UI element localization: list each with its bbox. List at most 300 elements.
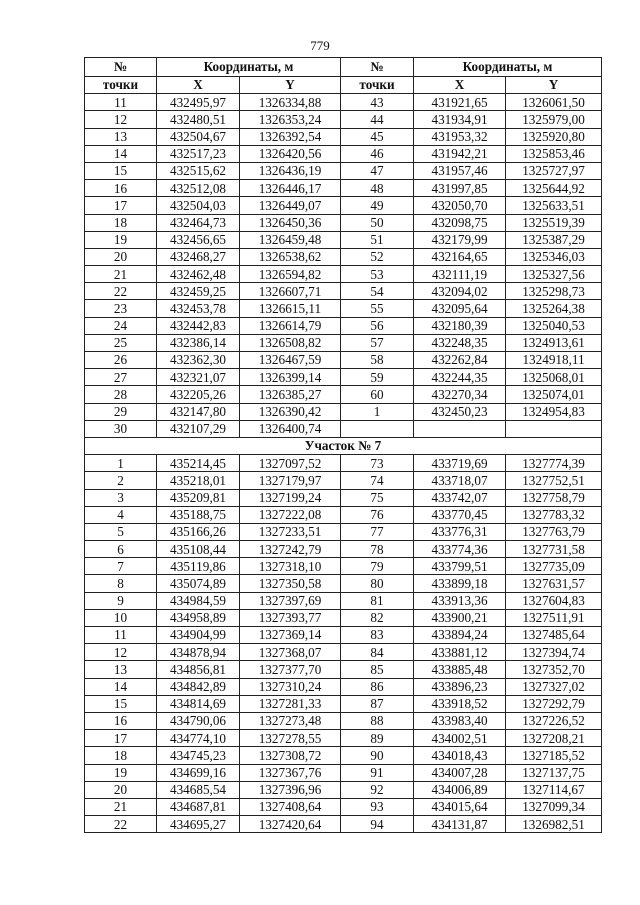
point-number-cell: 21: [85, 266, 157, 283]
point-number-cell: 11: [85, 94, 157, 111]
y-coordinate-cell: 1327350,58: [240, 575, 341, 592]
y-coordinate-cell: 1327242,79: [240, 541, 341, 558]
table-row: [85, 180, 602, 197]
y-coordinate-cell: 1324954,83: [506, 403, 602, 420]
y-coordinate-cell: 1327179,97: [240, 472, 341, 489]
point-number-cell: 57: [341, 334, 414, 351]
x-coordinate-cell: 434687,81: [157, 798, 240, 815]
x-coordinate-cell: 434958,89: [157, 609, 240, 626]
x-coordinate-cell: 434904,99: [157, 627, 240, 644]
y-coordinate-cell: 1325346,03: [506, 248, 602, 265]
y-coordinate-cell: 1325387,29: [506, 231, 602, 248]
y-coordinate-cell: 1326392,54: [240, 128, 341, 145]
table-row: [85, 747, 602, 764]
y-coordinate-cell: 1325068,01: [506, 369, 602, 386]
point-number-header-left: №: [85, 58, 157, 77]
y-coordinate-cell: 1327783,32: [506, 506, 602, 523]
point-number-cell: 78: [341, 541, 414, 558]
y-coordinate-cell: 1327735,09: [506, 558, 602, 575]
point-number-cell: 1: [341, 403, 414, 420]
point-number-cell: 14: [85, 145, 157, 162]
y-coordinate-cell: 1327185,52: [506, 747, 602, 764]
x-coordinate-cell: 432453,78: [157, 300, 240, 317]
x-coordinate-cell: 432321,07: [157, 369, 240, 386]
y-coordinate-cell: 1326446,17: [240, 180, 341, 197]
y-coordinate-cell: 1327308,72: [240, 747, 341, 764]
point-number-cell: 55: [341, 300, 414, 317]
page-number: 779: [310, 38, 330, 53]
point-number-cell: 74: [341, 472, 414, 489]
y-coordinate-cell: 1325264,38: [506, 300, 602, 317]
point-number-cell: 30: [85, 420, 157, 437]
x-coordinate-cell: 431953,32: [414, 128, 506, 145]
point-number-cell: 59: [341, 369, 414, 386]
point-number-cell: 85: [341, 661, 414, 678]
x-header-left: X: [157, 77, 240, 94]
x-coordinate-cell: 434685,54: [157, 781, 240, 798]
point-number-cell: 17: [85, 197, 157, 214]
y-coordinate-cell: [506, 420, 602, 437]
table-row: [85, 352, 602, 369]
x-coordinate-cell: 432464,73: [157, 214, 240, 231]
y-coordinate-cell: 1326436,19: [240, 162, 341, 179]
x-coordinate-cell: 432111,19: [414, 266, 506, 283]
x-coordinate-cell: 432450,23: [414, 403, 506, 420]
point-number-cell: 10: [85, 609, 157, 626]
point-number-cell: 22: [85, 283, 157, 300]
point-number-cell: 47: [341, 162, 414, 179]
y-coordinate-cell: 1327369,14: [240, 627, 341, 644]
y-coordinate-cell: 1327097,52: [240, 455, 341, 472]
x-coordinate-cell: 432244,35: [414, 369, 506, 386]
y-coordinate-cell: 1327292,79: [506, 695, 602, 712]
x-coordinate-cell: 432468,27: [157, 248, 240, 265]
table-header-row: [85, 58, 602, 77]
point-number-cell: 60: [341, 386, 414, 403]
point-number-cell: 2: [85, 472, 157, 489]
point-number-cell: 54: [341, 283, 414, 300]
x-coordinate-cell: 432459,25: [157, 283, 240, 300]
y-header-left: Y: [240, 77, 341, 94]
y-coordinate-cell: 1327393,77: [240, 609, 341, 626]
x-coordinate-cell: 433885,48: [414, 661, 506, 678]
table-row: [85, 334, 602, 351]
table-row: [85, 609, 602, 626]
table-row: [85, 661, 602, 678]
x-coordinate-cell: 432504,67: [157, 128, 240, 145]
x-coordinate-cell: 433899,18: [414, 575, 506, 592]
table-row: [85, 592, 602, 609]
x-coordinate-cell: 432362,30: [157, 352, 240, 369]
y-coordinate-cell: 1327377,70: [240, 661, 341, 678]
y-coordinate-cell: 1327485,64: [506, 627, 602, 644]
x-coordinate-cell: 432442,83: [157, 317, 240, 334]
table-row: [85, 764, 602, 781]
y-coordinate-cell: 1326467,59: [240, 352, 341, 369]
coordinates-header-left: Координаты, м: [157, 58, 341, 77]
x-coordinate-cell: 432107,29: [157, 420, 240, 437]
table-row: [85, 128, 602, 145]
y-coordinate-cell: 1326061,50: [506, 94, 602, 111]
y-coordinate-cell: 1327137,75: [506, 764, 602, 781]
point-number-cell: 27: [85, 369, 157, 386]
point-number-cell: 90: [341, 747, 414, 764]
point-number-cell: 49: [341, 197, 414, 214]
x-coordinate-cell: 434814,69: [157, 695, 240, 712]
y-coordinate-cell: 1324918,11: [506, 352, 602, 369]
point-number-cell: 89: [341, 730, 414, 747]
point-number-cell: 12: [85, 111, 157, 128]
y-coordinate-cell: 1327310,24: [240, 678, 341, 695]
x-coordinate-cell: 432386,14: [157, 334, 240, 351]
y-coordinate-cell: 1327208,21: [506, 730, 602, 747]
y-coordinate-cell: 1327114,67: [506, 781, 602, 798]
x-coordinate-cell: 434774,10: [157, 730, 240, 747]
point-number-cell: 91: [341, 764, 414, 781]
table-row: [85, 403, 602, 420]
point-number-cell: 56: [341, 317, 414, 334]
x-coordinate-cell: 435214,45: [157, 455, 240, 472]
point-number-cell: 53: [341, 266, 414, 283]
table-row: [85, 231, 602, 248]
table-row: [85, 248, 602, 265]
x-coordinate-cell: 434790,06: [157, 712, 240, 729]
section-2-rows: [85, 455, 602, 833]
y-coordinate-cell: 1324913,61: [506, 334, 602, 351]
y-coordinate-cell: 1327199,24: [240, 489, 341, 506]
point-number-cell: 15: [85, 695, 157, 712]
y-coordinate-cell: 1327367,76: [240, 764, 341, 781]
point-number-cell: 15: [85, 162, 157, 179]
point-number-cell: 25: [85, 334, 157, 351]
x-coordinate-cell: 434699,16: [157, 764, 240, 781]
x-coordinate-cell: 433918,52: [414, 695, 506, 712]
y-coordinate-cell: 1327368,07: [240, 644, 341, 661]
x-coordinate-cell: 434002,51: [414, 730, 506, 747]
x-coordinate-cell: 432462,48: [157, 266, 240, 283]
point-number-cell: 44: [341, 111, 414, 128]
table-row: [85, 781, 602, 798]
section-title: Участок № 7: [85, 437, 602, 454]
point-number-cell: 24: [85, 317, 157, 334]
y-coordinate-cell: 1325853,46: [506, 145, 602, 162]
y-coordinate-cell: 1325633,51: [506, 197, 602, 214]
x-coordinate-cell: 433799,51: [414, 558, 506, 575]
point-number-cell: 43: [341, 94, 414, 111]
point-number-cell: 19: [85, 231, 157, 248]
x-coordinate-cell: 433913,36: [414, 592, 506, 609]
point-number-cell: 9: [85, 592, 157, 609]
x-coordinate-cell: 434695,27: [157, 816, 240, 833]
point-label-right: точки: [341, 77, 414, 94]
x-coordinate-cell: 432147,80: [157, 403, 240, 420]
table-row: [85, 214, 602, 231]
y-coordinate-cell: 1326449,07: [240, 197, 341, 214]
x-coordinate-cell: 434745,23: [157, 747, 240, 764]
x-coordinate-cell: 432094,02: [414, 283, 506, 300]
y-coordinate-cell: 1325519,39: [506, 214, 602, 231]
x-coordinate-cell: 435119,86: [157, 558, 240, 575]
y-coordinate-cell: 1327396,96: [240, 781, 341, 798]
x-coordinate-cell: 434006,89: [414, 781, 506, 798]
y-coordinate-cell: 1327397,69: [240, 592, 341, 609]
point-number-cell: 22: [85, 816, 157, 833]
point-number-cell: 17: [85, 730, 157, 747]
point-number-cell: 58: [341, 352, 414, 369]
table-row: [85, 644, 602, 661]
table-row: [85, 300, 602, 317]
y-coordinate-cell: 1327774,39: [506, 455, 602, 472]
y-coordinate-cell: 1325298,73: [506, 283, 602, 300]
x-coordinate-cell: 432050,70: [414, 197, 506, 214]
x-coordinate-cell: 431934,91: [414, 111, 506, 128]
point-number-cell: 84: [341, 644, 414, 661]
x-coordinate-cell: 432205,26: [157, 386, 240, 403]
y-coordinate-cell: 1325327,56: [506, 266, 602, 283]
y-coordinate-cell: 1327420,64: [240, 816, 341, 833]
y-coordinate-cell: 1327763,79: [506, 523, 602, 540]
y-coordinate-cell: 1326334,88: [240, 94, 341, 111]
point-number-cell: 82: [341, 609, 414, 626]
x-coordinate-cell: 431942,21: [414, 145, 506, 162]
x-coordinate-cell: 433718,07: [414, 472, 506, 489]
point-number-cell: 3: [85, 489, 157, 506]
point-number-cell: 48: [341, 180, 414, 197]
table-row: [85, 145, 602, 162]
point-number-cell: 29: [85, 403, 157, 420]
point-number-cell: 75: [341, 489, 414, 506]
x-coordinate-cell: 432179,99: [414, 231, 506, 248]
point-number-cell: 21: [85, 798, 157, 815]
table-row: [85, 506, 602, 523]
y-coordinate-cell: 1327758,79: [506, 489, 602, 506]
point-number-cell: 86: [341, 678, 414, 695]
x-coordinate-cell: 434131,87: [414, 816, 506, 833]
x-coordinate-cell: 432456,65: [157, 231, 240, 248]
y-coordinate-cell: 1326399,14: [240, 369, 341, 386]
table-row: [85, 816, 602, 833]
point-number-cell: 88: [341, 712, 414, 729]
y-coordinate-cell: 1327327,02: [506, 678, 602, 695]
table-row: [85, 472, 602, 489]
y-coordinate-cell: 1326508,82: [240, 334, 341, 351]
table-row: [85, 712, 602, 729]
table-row: [85, 317, 602, 334]
point-number-cell: 87: [341, 695, 414, 712]
x-coordinate-cell: 434984,59: [157, 592, 240, 609]
table-row: [85, 730, 602, 747]
x-coordinate-cell: 432180,39: [414, 317, 506, 334]
x-coordinate-cell: 434018,43: [414, 747, 506, 764]
point-number-cell: 19: [85, 764, 157, 781]
x-coordinate-cell: 435074,89: [157, 575, 240, 592]
x-coordinate-cell: [414, 420, 506, 437]
x-coordinate-cell: 432262,84: [414, 352, 506, 369]
point-number-cell: 50: [341, 214, 414, 231]
y-coordinate-cell: 1327099,34: [506, 798, 602, 815]
x-header-right: X: [414, 77, 506, 94]
point-number-cell: 14: [85, 678, 157, 695]
table-row: [85, 627, 602, 644]
x-coordinate-cell: 432164,65: [414, 248, 506, 265]
table-row: [85, 420, 602, 437]
x-coordinate-cell: 433776,31: [414, 523, 506, 540]
y-coordinate-cell: 1327394,74: [506, 644, 602, 661]
point-label-left: точки: [85, 77, 157, 94]
x-coordinate-cell: 435108,44: [157, 541, 240, 558]
point-number-cell: 79: [341, 558, 414, 575]
point-number-cell: 52: [341, 248, 414, 265]
point-number-cell: 51: [341, 231, 414, 248]
table-subheader-row: [85, 77, 602, 94]
y-coordinate-cell: 1327318,10: [240, 558, 341, 575]
point-number-cell: 28: [85, 386, 157, 403]
point-number-cell: 46: [341, 145, 414, 162]
y-coordinate-cell: 1327731,58: [506, 541, 602, 558]
point-number-cell: [341, 420, 414, 437]
x-coordinate-cell: 433770,45: [414, 506, 506, 523]
x-coordinate-cell: 434878,94: [157, 644, 240, 661]
point-number-cell: 11: [85, 627, 157, 644]
point-number-cell: 20: [85, 248, 157, 265]
x-coordinate-cell: 435209,81: [157, 489, 240, 506]
point-number-cell: 92: [341, 781, 414, 798]
point-number-cell: 12: [85, 644, 157, 661]
x-coordinate-cell: 432095,64: [414, 300, 506, 317]
point-number-cell: 26: [85, 352, 157, 369]
table-row: [85, 369, 602, 386]
x-coordinate-cell: 431921,65: [414, 94, 506, 111]
x-coordinate-cell: 432515,62: [157, 162, 240, 179]
x-coordinate-cell: 432480,51: [157, 111, 240, 128]
point-number-cell: 93: [341, 798, 414, 815]
point-number-cell: 45: [341, 128, 414, 145]
point-number-cell: 18: [85, 214, 157, 231]
table-row: [85, 575, 602, 592]
coordinates-header-right: Координаты, м: [414, 58, 602, 77]
point-number-cell: 7: [85, 558, 157, 575]
y-coordinate-cell: 1325644,92: [506, 180, 602, 197]
x-coordinate-cell: 433719,69: [414, 455, 506, 472]
x-coordinate-cell: 432098,75: [414, 214, 506, 231]
point-number-cell: 6: [85, 541, 157, 558]
table-row: [85, 455, 602, 472]
section-title-row: [85, 437, 602, 454]
y-coordinate-cell: 1325979,00: [506, 111, 602, 128]
y-coordinate-cell: 1326353,24: [240, 111, 341, 128]
y-coordinate-cell: 1327222,08: [240, 506, 341, 523]
section-1-rows: [85, 94, 602, 438]
point-number-cell: 23: [85, 300, 157, 317]
y-coordinate-cell: 1326400,74: [240, 420, 341, 437]
y-coordinate-cell: 1325074,01: [506, 386, 602, 403]
point-number-cell: 13: [85, 661, 157, 678]
point-number-cell: 80: [341, 575, 414, 592]
table-row: [85, 266, 602, 283]
y-coordinate-cell: 1326615,11: [240, 300, 341, 317]
point-number-cell: 1: [85, 455, 157, 472]
y-coordinate-cell: 1325040,53: [506, 317, 602, 334]
point-number-cell: 18: [85, 747, 157, 764]
y-coordinate-cell: 1327226,52: [506, 712, 602, 729]
point-number-cell: 16: [85, 180, 157, 197]
y-coordinate-cell: 1326538,62: [240, 248, 341, 265]
x-coordinate-cell: 433900,21: [414, 609, 506, 626]
table-row: [85, 695, 602, 712]
y-coordinate-cell: 1326459,48: [240, 231, 341, 248]
y-coordinate-cell: 1325727,97: [506, 162, 602, 179]
table-row: [85, 523, 602, 540]
x-coordinate-cell: 434842,89: [157, 678, 240, 695]
x-coordinate-cell: 433894,24: [414, 627, 506, 644]
x-coordinate-cell: 432495,97: [157, 94, 240, 111]
x-coordinate-cell: 433896,23: [414, 678, 506, 695]
y-coordinate-cell: 1326614,79: [240, 317, 341, 334]
x-coordinate-cell: 434007,28: [414, 764, 506, 781]
y-coordinate-cell: 1327233,51: [240, 523, 341, 540]
x-coordinate-cell: 433774,36: [414, 541, 506, 558]
point-number-cell: 94: [341, 816, 414, 833]
x-coordinate-cell: 435218,01: [157, 472, 240, 489]
x-coordinate-cell: 432248,35: [414, 334, 506, 351]
y-coordinate-cell: 1326594,82: [240, 266, 341, 283]
x-coordinate-cell: 435188,75: [157, 506, 240, 523]
x-coordinate-cell: 435166,26: [157, 523, 240, 540]
y-coordinate-cell: 1327752,51: [506, 472, 602, 489]
point-number-cell: 73: [341, 455, 414, 472]
table-row: [85, 386, 602, 403]
y-coordinate-cell: 1327604,83: [506, 592, 602, 609]
x-coordinate-cell: 434015,64: [414, 798, 506, 815]
point-number-cell: 5: [85, 523, 157, 540]
point-number-header-right: №: [341, 58, 414, 77]
y-coordinate-cell: 1326385,27: [240, 386, 341, 403]
table-row: [85, 111, 602, 128]
table-row: [85, 798, 602, 815]
x-coordinate-cell: 432512,08: [157, 180, 240, 197]
y-coordinate-cell: 1327408,64: [240, 798, 341, 815]
x-coordinate-cell: 432504,03: [157, 197, 240, 214]
y-coordinate-cell: 1327278,55: [240, 730, 341, 747]
y-coordinate-cell: 1326390,42: [240, 403, 341, 420]
table-row: [85, 489, 602, 506]
y-coordinate-cell: 1327281,33: [240, 695, 341, 712]
y-coordinate-cell: 1326450,36: [240, 214, 341, 231]
table-row: [85, 162, 602, 179]
table-row: [85, 678, 602, 695]
table-row: [85, 94, 602, 111]
point-number-cell: 16: [85, 712, 157, 729]
x-coordinate-cell: 432517,23: [157, 145, 240, 162]
x-coordinate-cell: 431997,85: [414, 180, 506, 197]
x-coordinate-cell: 432270,34: [414, 386, 506, 403]
point-number-cell: 13: [85, 128, 157, 145]
point-number-cell: 76: [341, 506, 414, 523]
point-number-cell: 8: [85, 575, 157, 592]
table-row: [85, 558, 602, 575]
point-number-cell: 83: [341, 627, 414, 644]
table-row: [85, 283, 602, 300]
point-number-cell: 4: [85, 506, 157, 523]
x-coordinate-cell: 433983,40: [414, 712, 506, 729]
point-number-cell: 81: [341, 592, 414, 609]
point-number-cell: 77: [341, 523, 414, 540]
y-coordinate-cell: 1327631,57: [506, 575, 602, 592]
y-coordinate-cell: 1325920,80: [506, 128, 602, 145]
x-coordinate-cell: 433881,12: [414, 644, 506, 661]
coordinates-table: [84, 57, 602, 833]
y-coordinate-cell: 1327273,48: [240, 712, 341, 729]
